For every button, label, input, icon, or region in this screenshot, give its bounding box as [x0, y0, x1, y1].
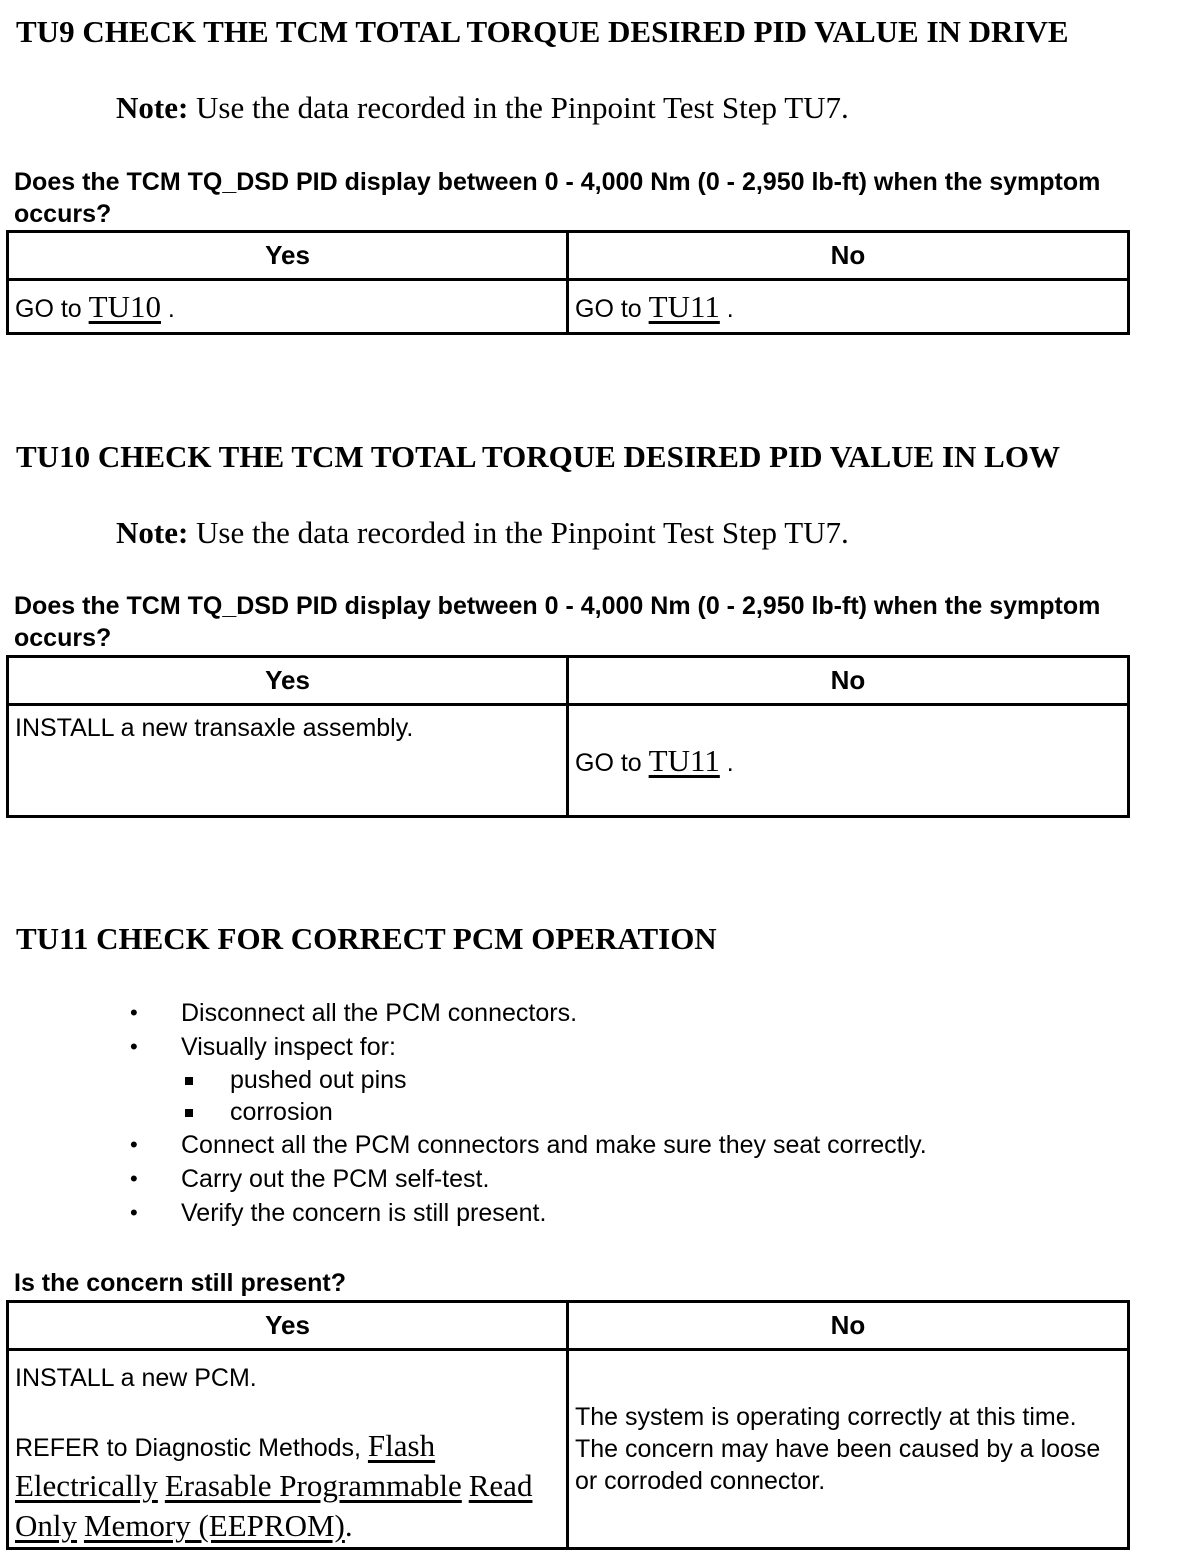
- note-text: Use the data recorded in the Pinpoint Test Step TU7.: [188, 515, 849, 550]
- tu10-heading: TU10 CHECK THE TCM TOTAL TORQUE DESIRED PID VALUE IN LOW: [16, 439, 1060, 474]
- tu11-no-header: No: [568, 1302, 1129, 1350]
- tu10-question: Does the TCM TQ_DSD PID display between 0 - 4,000 Nm (0 - 2,950 lb-ft) when the symptom occurs?: [14, 592, 1101, 652]
- link-tu10[interactable]: TU10: [88, 288, 161, 324]
- tu10-yes-cell: INSTALL a new transaxle assembly.: [8, 705, 568, 817]
- link-memory-eeprom[interactable]: Memory (EEPROM): [83, 1508, 345, 1543]
- tu11-table: [6, 1300, 1130, 1550]
- refer-text: [15, 1427, 560, 1547]
- tu10-table: [6, 655, 1130, 818]
- go-to-text: GO to: [575, 748, 649, 777]
- refer-prefix: REFER to Diagnostic Methods,: [15, 1434, 368, 1462]
- square-bullet-icon: [185, 1109, 193, 1117]
- bullet-icon: •: [130, 1000, 138, 1025]
- punct: .: [719, 294, 734, 323]
- inspect-sublist: [130, 1064, 927, 1128]
- link-electrically[interactable]: Electrically: [15, 1468, 158, 1503]
- list-item: [130, 1196, 927, 1230]
- punct: .: [719, 748, 734, 777]
- step-text: Disconnect all the PCM connectors.: [181, 999, 578, 1027]
- go-to-text: GO to: [15, 294, 89, 323]
- link-tu11[interactable]: TU11: [648, 288, 720, 324]
- link-tu11[interactable]: TU11: [648, 742, 720, 778]
- bullet-icon: •: [130, 1200, 138, 1225]
- tu11-heading: TU11 CHECK FOR CORRECT PCM OPERATION: [16, 921, 717, 956]
- sub-step-text: corrosion: [230, 1098, 333, 1126]
- tu11-no-cell: The system is operating correctly at this time. The concern may have been caused by a loose or corroded connector.: [568, 1350, 1129, 1549]
- bullet-icon: •: [130, 1166, 138, 1191]
- note-text: Use the data recorded in the Pinpoint Test Step TU7.: [188, 90, 849, 125]
- tu9-yes-header: Yes: [8, 232, 568, 280]
- tu10-yes-header: Yes: [8, 657, 568, 705]
- tu9-no-header: No: [568, 232, 1129, 280]
- list-item: [130, 1128, 927, 1162]
- tu9-question: Does the TCM TQ_DSD PID display between 0 - 4,000 Nm (0 - 2,950 lb-ft) when the symptom occurs?: [14, 168, 1101, 228]
- tu9-table: [6, 230, 1130, 335]
- punct: .: [344, 1508, 353, 1543]
- bullet-icon: •: [130, 1132, 138, 1157]
- step-text: Carry out the PCM self-test.: [181, 1165, 490, 1193]
- square-bullet-icon: [185, 1077, 193, 1085]
- tu9-note: [116, 90, 849, 126]
- tu9-yes-cell: [8, 280, 568, 334]
- step-text: Connect all the PCM connectors and make sure they seat correctly.: [181, 1131, 927, 1159]
- tu10-no-header: No: [568, 657, 1129, 705]
- tu10-note: [116, 515, 849, 551]
- list-item: [130, 1030, 927, 1128]
- tu11-yes-cell: [8, 1350, 568, 1549]
- go-to-text: GO to: [575, 294, 649, 323]
- tu9-heading: TU9 CHECK THE TCM TOTAL TORQUE DESIRED PID VALUE IN DRIVE: [16, 14, 1069, 49]
- note-label: Note:: [116, 90, 189, 125]
- link-read-only[interactable]: Read Only: [15, 1468, 533, 1543]
- link-erasable-programmable[interactable]: Erasable Programmable: [164, 1468, 462, 1503]
- punct: .: [160, 294, 175, 323]
- link-flash[interactable]: Flash: [367, 1428, 436, 1463]
- list-item: [130, 996, 927, 1030]
- sub-list-item: [130, 1096, 927, 1128]
- tu11-question: Is the concern still present?: [14, 1269, 347, 1297]
- bullet-icon: •: [130, 1034, 138, 1059]
- install-pcm-text: INSTALL a new PCM.: [15, 1364, 257, 1392]
- tu10-no-cell: [568, 705, 1129, 817]
- step-text: Verify the concern is still present.: [181, 1199, 547, 1227]
- sub-step-text: pushed out pins: [230, 1066, 407, 1094]
- step-text: Visually inspect for:: [181, 1033, 396, 1061]
- tu11-steps-list: [130, 996, 927, 1230]
- list-item: [130, 1162, 927, 1196]
- note-label: Note:: [116, 515, 189, 550]
- tu9-no-cell: [568, 280, 1129, 334]
- sub-list-item: [130, 1064, 927, 1096]
- tu11-yes-header: Yes: [8, 1302, 568, 1350]
